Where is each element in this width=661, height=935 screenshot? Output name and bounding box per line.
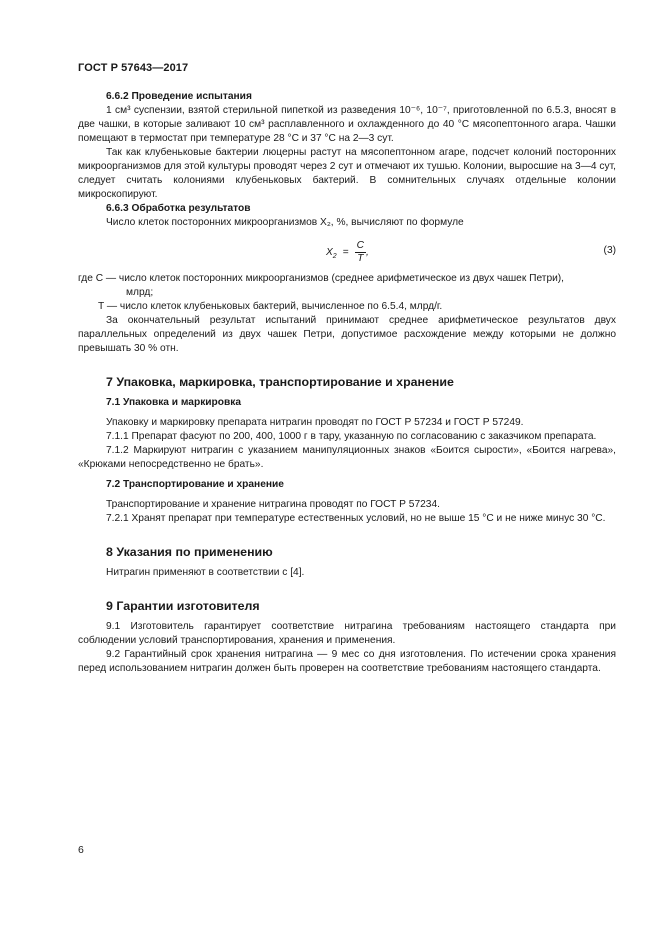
formula-tail: , — [366, 246, 369, 258]
document-body — [78, 90, 616, 676]
section-7-2-title: 7.2 Транспортирование и хранение — [106, 479, 284, 490]
formula-denominator: T — [357, 253, 364, 264]
formula-lhs-sub: 2 — [332, 252, 337, 260]
formula-intro: Число клеток посторонних микроорганизмов X₂, %, вычисляют по формуле — [106, 217, 464, 228]
section-7-2-paragraph: Транспортирование и хранение нитрагина проводят по ГОСТ Р 57234. — [106, 499, 440, 510]
formula-fraction — [355, 240, 366, 265]
document-code: ГОСТ Р 57643—2017 — [78, 62, 189, 74]
formula-lhs-var: X — [326, 246, 333, 258]
section-7-1-1-paragraph: 7.1.1 Препарат фасуют по 200, 400, 1000 г в тару, указанную по согласованию с заказчиком препарата. — [106, 431, 597, 442]
section-7-1-paragraph: Упаковку и маркировку препарата нитрагин проводят по ГОСТ Р 57234 и ГОСТ Р 57249. — [106, 417, 524, 428]
section-6-6-2-paragraph-1: 1 см³ суспензии, взятой стерильной пипеткой из разведения 10⁻⁶, 10⁻⁷, приготовленной по 6.5.3, вносят в две чашки, в которые заливают 10 см³ расплавленного и охлажденного до 40 °С мясопептонного агара. Чашки помещают в термостат при температуре 28 °С и 37 °С на 2—3 сут. — [78, 105, 616, 144]
final-result-paragraph: За окончательный результат испытаний принимают среднее арифметическое результатов двух параллельных определений из двух чашек Петри, допустимое расхождение между которыми не должно превышать 30 % отн. — [78, 315, 616, 354]
section-7-title: 7 Упаковка, маркировка, транспортирование и хранение — [106, 375, 454, 389]
section-9-1-paragraph: 9.1 Изготовитель гарантирует соответствие нитрагина требованиям настоящего стандарта при соблюдении условий транспортирования, хранения и применения. — [78, 621, 616, 646]
section-6-6-3-title: 6.6.3 Обработка результатов — [106, 203, 251, 214]
formula-equals: = — [342, 246, 349, 258]
where-c: где C — число клеток посторонних микроорганизмов (среднее арифметическое из двух чашек Петри), — [78, 273, 565, 284]
page-number: 6 — [78, 844, 84, 856]
section-8-paragraph: Нитрагин применяют в соответствии с [4]. — [106, 567, 305, 578]
formula-lhs — [326, 246, 337, 260]
section-7-1-title: 7.1 Упаковка и маркировка — [106, 397, 242, 408]
section-9-2-paragraph: 9.2 Гарантийный срок хранения нитрагина — 9 мес со дня изготовления. По истечении срока хранения перед использованием нитрагин должен быть проверен на соответствие требованиям настоящего стандарта. — [78, 649, 616, 674]
formula-number: (3) — [603, 245, 616, 256]
formula-numerator: C — [356, 240, 365, 251]
section-7-2-1-paragraph: 7.2.1 Хранят препарат при температуре естественных условий, но не выше 15 °С и не ниже минус 30 °С. — [106, 513, 606, 524]
formula-expression — [326, 240, 369, 265]
section-9-title: 9 Гарантии изготовителя — [106, 599, 260, 613]
section-6-6-2-paragraph-2: Так как клубеньковые бактерии люцерны растут на мясопептонном агаре, подсчет колоний посторонних микроорганизмов для этой культуры проводят через 2 сут и отмечают их тушью. Колонии, выросшие на 3—4 сут, следует считать колониями клубеньковых бактерий. В сомнительных случаях отдельные колонии микроскопируют. — [78, 147, 616, 200]
section-6-6-2-title: 6.6.2 Проведение испытания — [106, 91, 252, 102]
section-8-title: 8 Указания по применению — [106, 545, 273, 559]
formula-3 — [78, 236, 616, 270]
where-t: T — число клеток клубеньковых бактерий, вычисленное по 6.5.4, млрд/г. — [98, 301, 443, 312]
where-c-continuation: млрд; — [126, 287, 154, 298]
section-7-1-2-paragraph: 7.1.2 Маркируют нитрагин с указанием манипуляционных знаков «Боится сырости», «Боится нагрева», «Крюками непосредственно не брать». — [78, 445, 616, 470]
